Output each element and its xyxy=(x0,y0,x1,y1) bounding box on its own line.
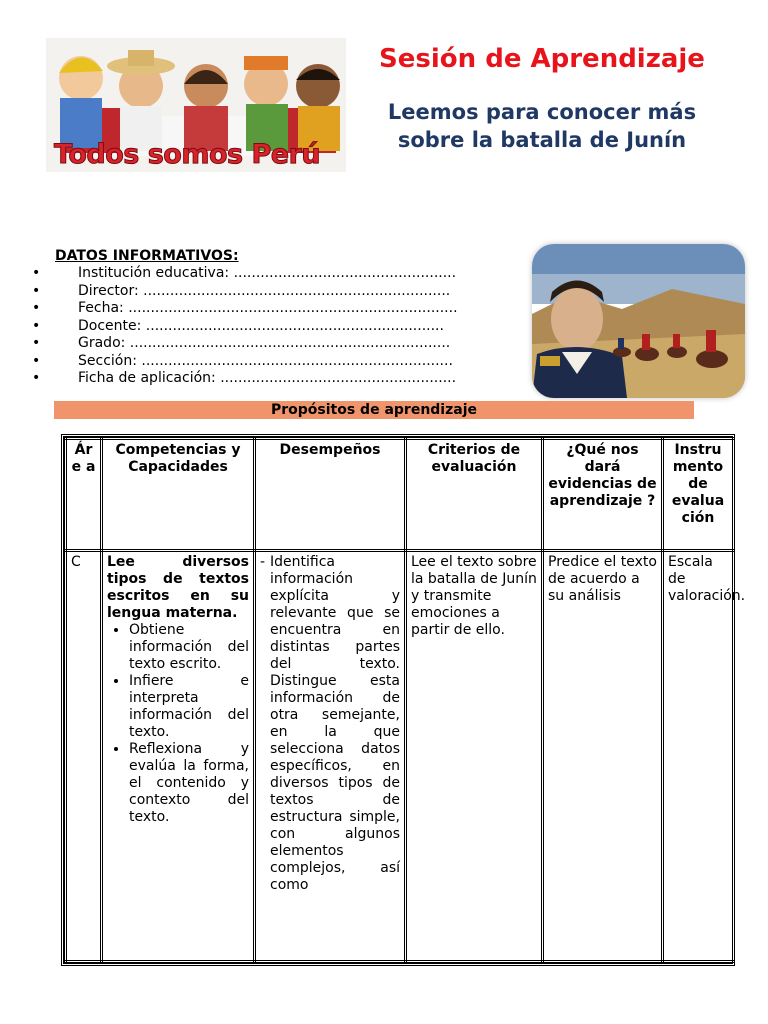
header-desempenos: Desempeños xyxy=(255,439,406,551)
cell-instrumento: Escala de valoración. xyxy=(663,551,734,962)
header-criterios: Criterios de evaluación xyxy=(406,439,543,551)
capacidad-item: • Infiere e interpreta información del texto. xyxy=(129,673,249,741)
table-row xyxy=(66,551,734,962)
dash-marker: - xyxy=(260,554,266,570)
header-evidencias: ¿Qué nos dará evidencias de aprendizaje ? xyxy=(543,439,663,551)
table-header-row xyxy=(66,439,734,551)
cell-evidencias: Predice el texto de acuerdo a su análisis xyxy=(543,551,663,962)
desempenos-text: Identifica información explícita y relevante que se encuentra en distintas partes del texto. Distingue esta información de otra semejante, en la que selecciona datos específicos, en diversos tipos de textos de estructura simple, con algunos elementos complejos, así como xyxy=(270,554,400,893)
banner-slogan: Todos somos Perú xyxy=(54,139,321,170)
datos-item-ficha: • Ficha de aplicación: ..................................................... xyxy=(30,370,458,388)
learning-purposes-table xyxy=(61,434,746,966)
datos-item-seccion: • Sección: ...................................................................... xyxy=(30,353,458,371)
cell-criterios: Lee el texto sobre la batalla de Junín y transmite emociones a partir de ello. xyxy=(406,551,543,962)
datos-informativos-list xyxy=(30,265,458,388)
header-competencias: Competencias y Capacidades xyxy=(102,439,255,551)
battle-painting-image xyxy=(532,244,745,398)
header-instrumento: Instru mento de evalua ción xyxy=(663,439,734,551)
competencia-title: Lee diversos tipos de textos escritos en su lengua materna. xyxy=(107,554,249,621)
capacidad-item: • Obtiene información del texto escrito. xyxy=(129,622,249,673)
cell-area: C xyxy=(66,551,102,962)
datos-item-director: • Director: ..................................................................... xyxy=(30,283,458,301)
header-area: Ár e a xyxy=(66,439,102,551)
cell-desempenos xyxy=(255,551,406,962)
datos-item-institucion: • Institución educativa: .................................................. xyxy=(30,265,458,283)
document-title: Sesión de Aprendizaje xyxy=(379,44,705,74)
datos-item-fecha: • Fecha: .......................................................................... xyxy=(30,300,458,318)
capacidad-item: • Reflexiona y evalúa la forma, el contenido y contexto del texto. xyxy=(129,741,249,826)
datos-item-grado: • Grado: ........................................................................ xyxy=(30,335,458,353)
datos-item-docente: • Docente: ................................................................... xyxy=(30,318,458,336)
cell-competencias xyxy=(102,551,255,962)
document-subtitle: Leemos para conocer más sobre la batalla de Junín xyxy=(387,100,697,152)
header-banner-illustration xyxy=(46,38,346,172)
propositos-heading-bar: Propósitos de aprendizaje xyxy=(54,401,694,419)
datos-informativos-heading: DATOS INFORMATIVOS: xyxy=(55,248,239,264)
capacidades-list xyxy=(107,622,249,826)
